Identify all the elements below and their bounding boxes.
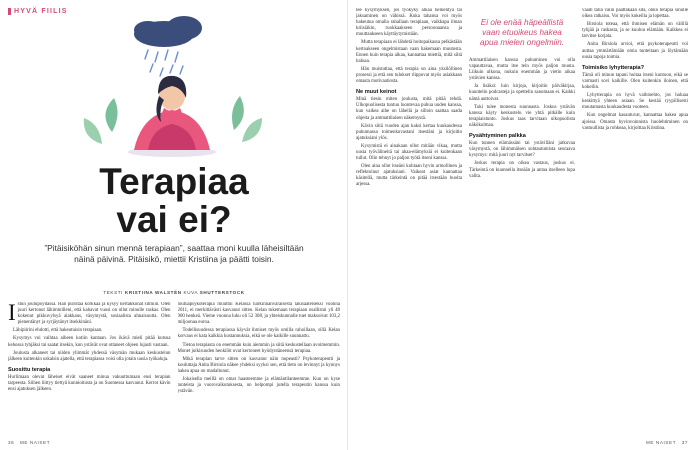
body-paragraph: Ja lisäksi: luin kirjoja, kirjoitin päiväkirjaa, kuuntelin podcasteja ja opettelin sanomaan ei. Kaikki nämä auttoivat. xyxy=(469,84,575,102)
right-body-columns xyxy=(356,8,688,434)
body-paragraph: Kun ongelmat kasautuvat, kannattaa hakea apua ajoissa. Omasta hyvinvoinnista huolehtiminen on vastuullista ja rohkeaa, kirjoittaa Kristiina. xyxy=(582,113,688,131)
body-paragraph: Jokaisella meillä on omat haasteemme ja elämäntilanteemme. Kun on kyse tunteista ja vuorovaikutuksesta, on helpompi jutella terapeutin kanssa kuin ystävän. xyxy=(177,377,340,395)
right-page xyxy=(348,0,696,450)
title-line-1: Terapiaa xyxy=(99,161,249,202)
body-paragraph: toutuapsykoterapia muuttui Kelassa harkinnanvaraisesta lakisääteiseksi vuonna 2011, ei merkittävästi kasvanut sitten. Kelan tukemaan terapiaan osallistui yli 48 000 henkeä. Vieme vuonna luku oli 52 308, ja yhteiskunnalle tuet maksoivat 103,2 miljoonaa euroa. xyxy=(177,302,340,326)
body-paragraph: Kun tunnen elämässäni tai ystävilläni jatkuvaa väsymystä, on lähimmäisen suhtautumista seuraava kysymys: mitä juuri nyt tarvitset? xyxy=(469,141,575,159)
section-tag-bar xyxy=(8,8,11,15)
body-paragraph: Todellisuudessa terapiassa käyvät ihmiset myös omilla rahoillaan, sillä Kelan korvaus ei kata kaikkia kustannuksia, eikä se ole kaikille suunnattu. xyxy=(177,328,340,340)
subheading: Pysähtyminen palkka xyxy=(469,133,526,140)
woman-figure-icon xyxy=(128,76,216,157)
pull-quote: Ei ole enää häpeällistä vaan etuoikeus hakea apua mielen ongelmiin. xyxy=(479,18,565,47)
body-paragraph: Joulusta alkaneet tai niiden ylimmät yhdessä väsymän mukaan keskustelun jälkeen kuitenkin uskalsin ajatella, että terapiassa voisi olla jotain uusia työkaluja. xyxy=(8,350,171,362)
subheading: Suosittu terapia xyxy=(8,366,51,373)
left-column-2 xyxy=(178,302,341,434)
page-number: 36 xyxy=(8,440,15,445)
body-paragraph: Olen aina ollut itseäni kohtaan hyvin armollinen ja reflektoinut ajatuksiani. Vaikeat asiat kannattaa käsitellä, mutta tärkeintä on pitää itsestään huolta arjessa. xyxy=(356,164,462,188)
body-paragraph: Mikä terapian tarve sitten on kasvanut näin nopeasti? Psykoterapeutti ja kouluttaja Anita Birsiola näkee yhdeksi syyksi sen, että tieto on levinnyt ja kynnys hakea apua on madaltunut. xyxy=(177,356,340,374)
byline-text-label: TEKSTI xyxy=(103,290,124,295)
byline-photo-credit: SHUTTERSTOCK xyxy=(199,290,245,295)
body-paragraph: Lähipiirini ehdotti, että hakeutuisin terapiaan. xyxy=(13,328,103,334)
left-folio xyxy=(8,440,50,445)
body-paragraph: Lyhytterapia on hyvä vaihtoehto, jos haluaa keskittyä yhteen asiaan. Se kestää tyypillisesti muutamasta kuukaudesta vuoteen. xyxy=(582,93,688,111)
body-paragraph: Anita Birsiola arvioi, että psykoterapeutti voi auttaa ymmärtämään omia tunteitaan ja löytämään uusia tapoja toimia. xyxy=(582,42,688,60)
right-column-2 xyxy=(469,8,575,434)
lead-paragraph: ”Pitäisiköhän sinun mennä terapiaan”, saattaa moni kuulla läheisiltään näinä päivinä. Pitäisikö, miettii Kristiina ja päätti toisin. xyxy=(44,243,304,264)
body-paragraph: Minä tiesin miten joulusta, mitä pitää tehdä. Ulkopuolisesta tuntuu luontevaa puhua uuden kanssa, kun vaikea aihe on lähellä ja silloin saattaa saada ohjeita ja ammattilaisen näkemystä. xyxy=(356,97,462,121)
magazine-name: ME NAISET xyxy=(645,440,677,445)
body-paragraph: Tuki tulee monesta suunnasta. Joskus ystävän kanssa käyty keskustelu vie yhtä pitkälle kuin terapiaistunto. Joskus taas tarvitaan ulkopuolista näkökulmaa. xyxy=(469,104,575,128)
byline-author: KRISTIINA WALSTÉN xyxy=(124,290,182,295)
body-paragraph: Kävin siitä vuoden ajan kaksi kertaa kuukaudessa puhumassa toimenkuvastani itsestäni ja kirjoitin ajatuksiani ylös. xyxy=(356,123,462,141)
section-tag-label: HYVÄ FIILIS xyxy=(14,8,68,15)
drop-cap: I xyxy=(8,302,16,325)
subheading: Ne muut keinot xyxy=(356,89,397,96)
body-paragraph: Tämä oli minun tapani hoitaa itseni kuntoon, eikä se varmasti sovi kaikille. Olen kuitenkin iloinen, että kokeilin. xyxy=(582,72,688,91)
body-paragraph: Mutta terapiaan ei lähdetä hoitopaikassa pelkästään kertoakseen ongelmistaan vaan hakemaan muutosta. Ennen kuin terapia alkaa, kannattaa miettiä, mitä siltä haluaa. xyxy=(356,40,462,64)
right-folio xyxy=(646,440,688,445)
body-paragraph: Tietoa terapiasta on enemmän kuin aiemmin ja siitä keskustellaan avoimemmin. Monet julkisuuden henkilöt ovat kertoneet hyödyntäneensä terapiaa. xyxy=(177,342,340,354)
magazine-name: ME NAISET xyxy=(19,440,51,445)
woman-with-rain-cloud-illustration xyxy=(72,12,272,160)
title-line-2: vai ei? xyxy=(116,199,232,240)
page-number: 37 xyxy=(681,440,688,445)
rain-cloud-icon xyxy=(134,16,202,76)
body-paragraph: Hurlimaan olevat läheiset eivät saaneet minua vakuuttumaan ensi terapian tarpeesta. Siihen liittyy tiettyä kunnioitusta ja on Suomessa kasvanut. Kerrot kävin ensi ajatuksen jälkeen. xyxy=(8,374,171,393)
page-title xyxy=(0,163,348,239)
byline xyxy=(40,290,308,295)
section-tag xyxy=(8,8,68,15)
body-paragraph: vaadi tällä välin päättäkään sitä, onko terapia sinulle oikea ratkaisu. Voi myös kokeilla ja lopettaa. xyxy=(582,8,688,20)
subheading: Toimisiko lyhytterapia? xyxy=(582,64,645,71)
body-paragraph: Hän muistuttaa, että terapia on aina yksilöllinen prosessi ja että sen tulokset riippuvat myös asiakkaan omasta motivaatiosta. xyxy=(356,66,462,85)
body-paragraph: stun joulupöydässä. Hän puristaa korkkaa ja kysyy kertäkkonat silmiin. Olen juuri kertonut lähimmilleni, että kahavat vuosi on ollut minulle raskas. Olen kokenut pikkuvylsyä aiakkaus, väsymystä, sosiaalista ahnaisuutta. Olen pienentänyt ja syrjäytänyt itsekkinäni. xyxy=(17,302,171,326)
body-paragraph: Kysymistä ei ainakaan ollut mitään vikaa, mutta uusia työvälineitä tai ahaa-elämyksiä ei kuitenkaan tullut. Olin tehnyt jo paljon työtä itseni kanssa. xyxy=(356,143,462,162)
body-paragraph: Ammattilaisen kanssa puhuminen voi olla vapauttavaa, mutta itse tein myös paljon muuta. Liikuin ulkona, nukuin enemmän ja vietin aikaa ystävien kanssa. xyxy=(469,58,575,82)
body-paragraph: Joskus terapia on oikea vastaus, joskus ei. Tärkeintä on kuunnella itseään ja antaa itselleen lupa valita. xyxy=(469,161,575,179)
left-body-columns xyxy=(8,302,340,434)
right-column-3 xyxy=(582,8,688,434)
left-column-1 xyxy=(8,302,171,434)
body-paragraph: Kysymys voi vaihtaa aiheen kotiin kantaan. Jos ikävä mieli pitää kutsua kehossa tyhjäksi tai saatat itsekin, kun ystävät ovat ottaneet ohjeen lujasti vastaan. xyxy=(8,336,171,348)
body-paragraph: lee kysymyksen, jos työkyky alkaa heikentyä tai jaksaminen on vähissä. Kuka tahansa voi myös hakeutua omalla rahallaan terapiaan, vaikkapa ilman kriisiäkin, ruokkaakseen persoonaansa ja muuttaakseen käyttäytymistään. xyxy=(356,8,462,38)
body-paragraph: Birsiola toteaa, että ihmisen elämän on välillä tyhjää ja raskasta, ja se kuuluu elämään. Kaikkea ei tarvitse korjata. xyxy=(582,22,688,40)
right-column-1 xyxy=(356,8,462,434)
byline-photo-label: KUVA xyxy=(183,290,198,295)
